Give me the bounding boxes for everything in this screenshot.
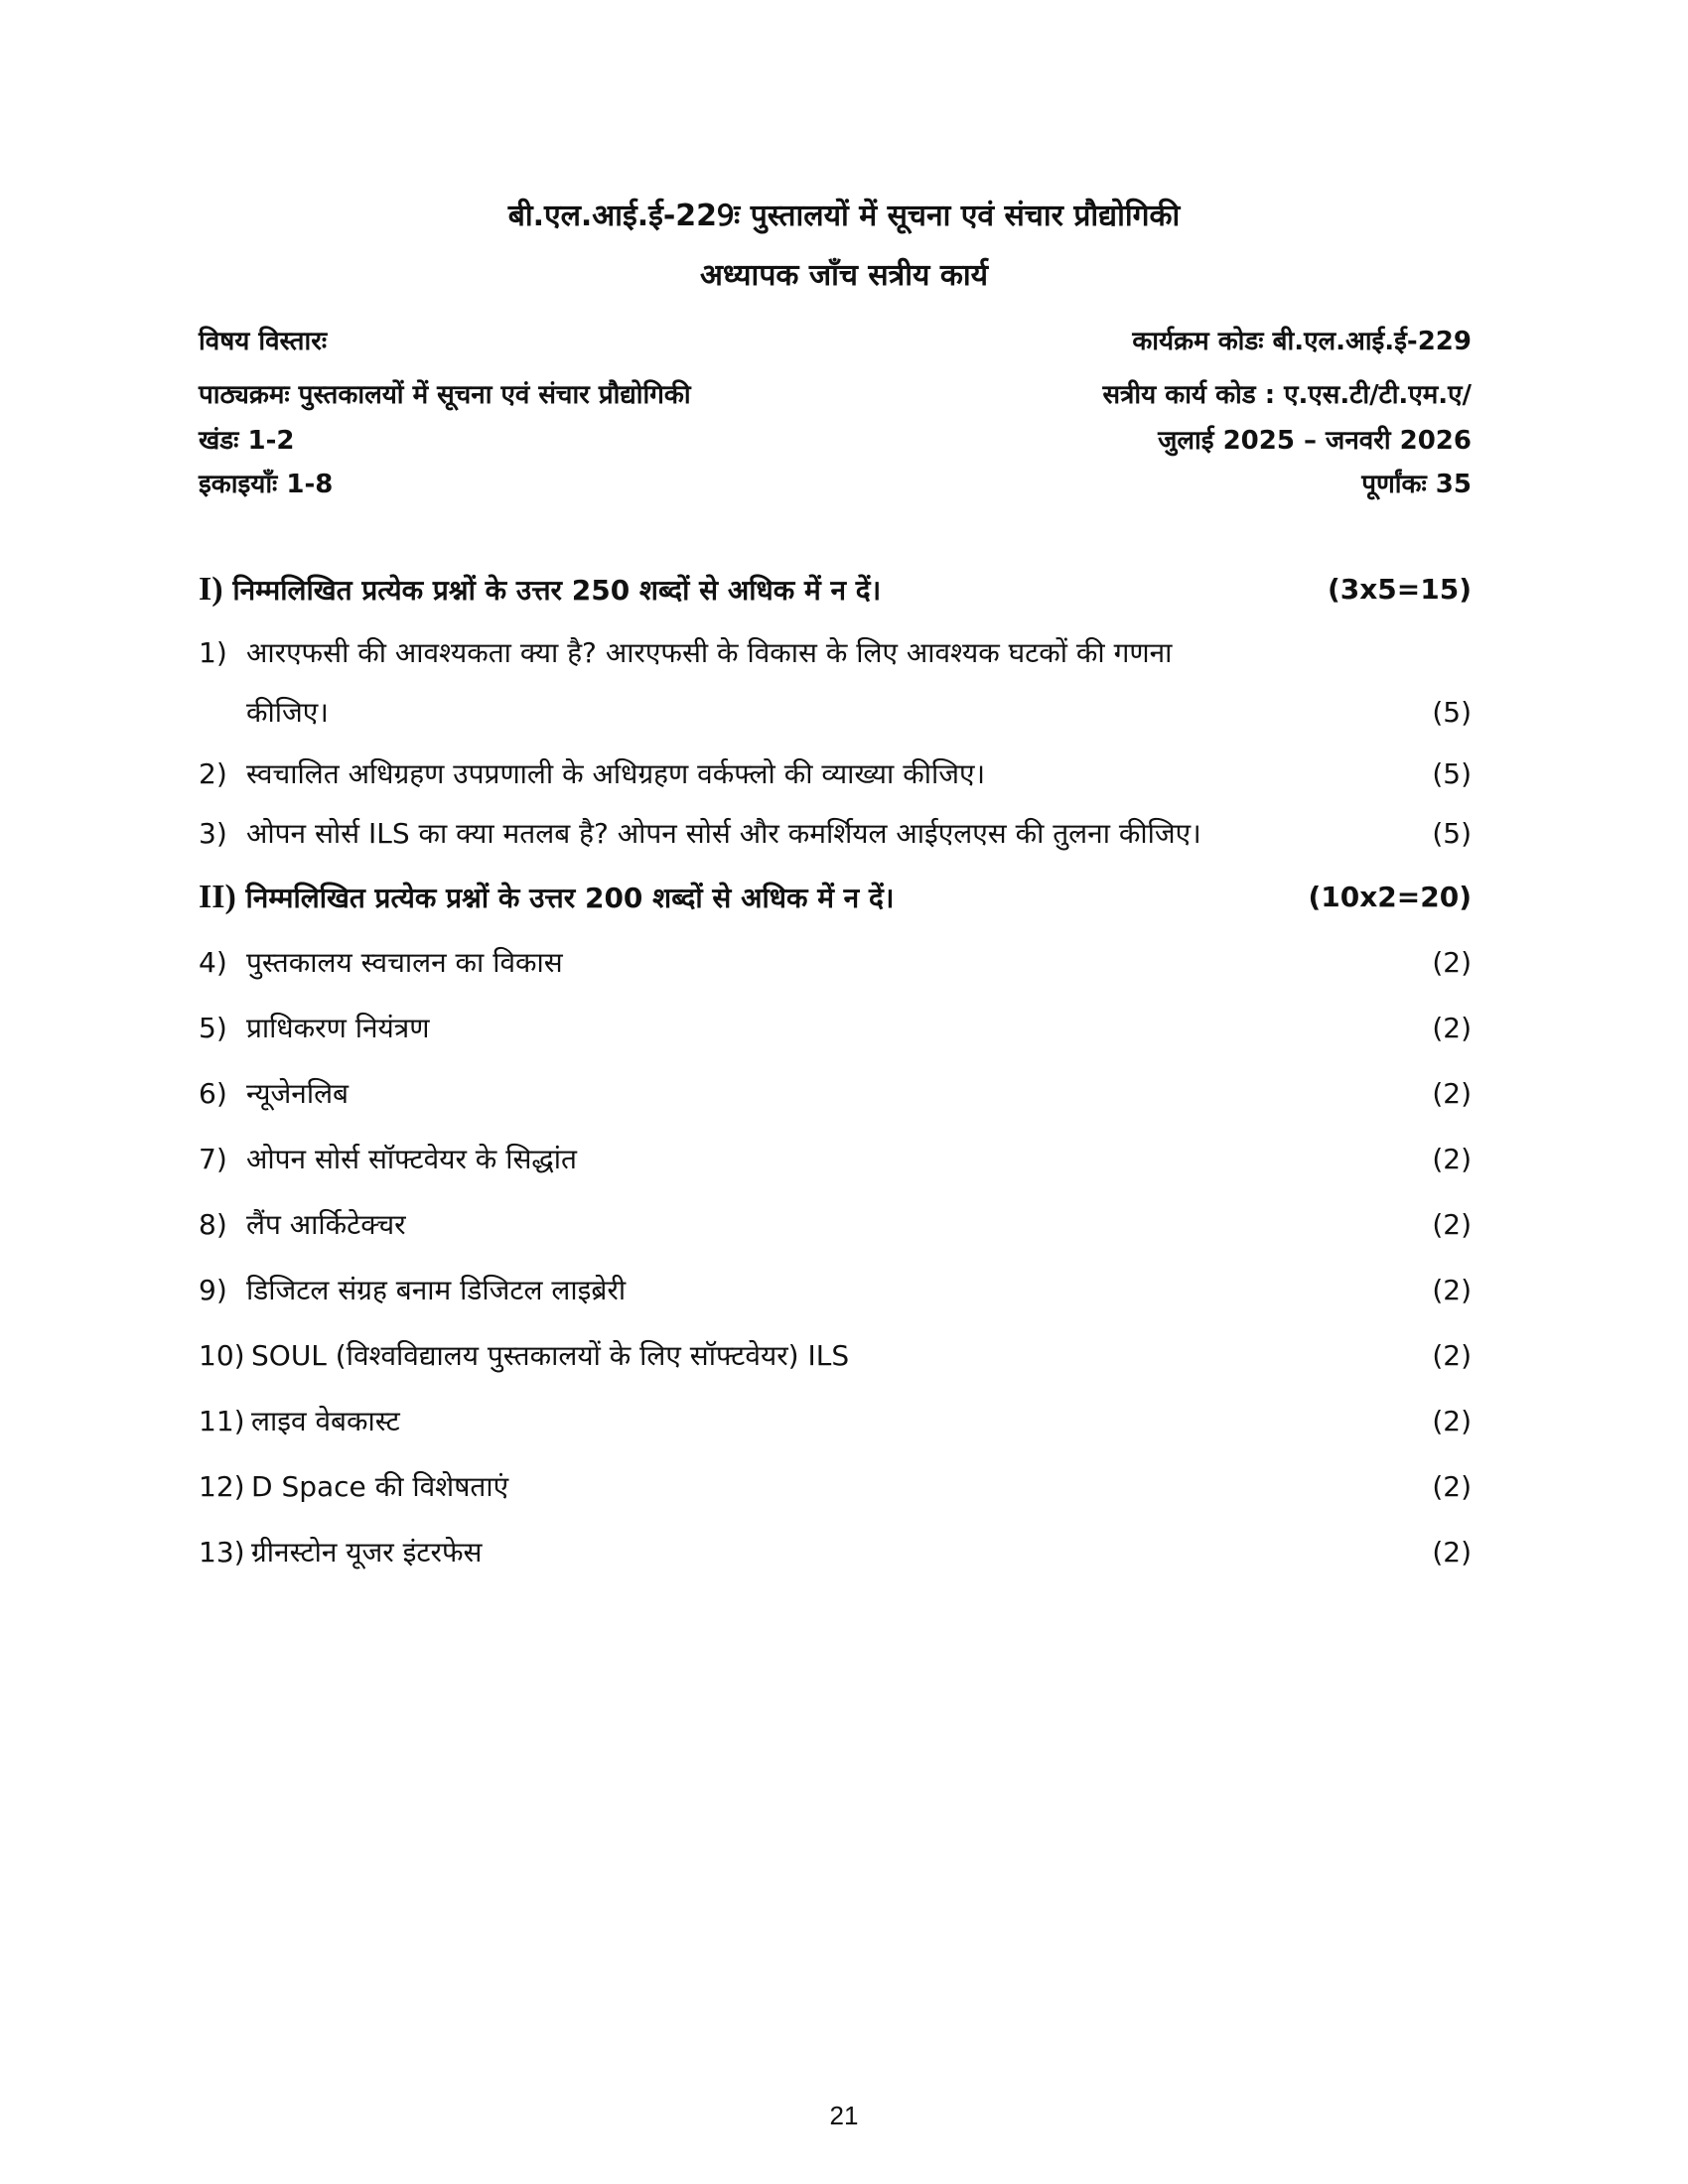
question-text: ओपन सोर्स सॉफ्टवेयर के सिद्धांत: [246, 1143, 577, 1175]
question-number: 7): [199, 1143, 227, 1175]
question-text: लाइव वेबकास्ट: [251, 1405, 400, 1437]
question-marks: (2): [1432, 1143, 1472, 1175]
subject-label: विषय विस्तारः: [199, 327, 328, 356]
page-number: 21: [829, 2101, 859, 2130]
question-text: आरएफसी की आवश्यकता क्या है? आरएफसी के विकास के लिए आवश्यक घटकों की गणना: [246, 636, 1173, 669]
question-marks: (2): [1432, 946, 1472, 979]
block-info: खंडः 1-2: [199, 426, 295, 456]
document-subtitle: अध्यापक जाँच सत्रीय कार्य: [699, 258, 989, 293]
question-marks: (5): [1432, 757, 1472, 790]
question-marks: (2): [1432, 1470, 1472, 1503]
question-number: 11): [199, 1405, 245, 1437]
assignment-code: सत्रीय कार्य कोड : ए.एस.टी/टी.एम.ए/: [1102, 380, 1472, 410]
question-marks: (2): [1432, 1405, 1472, 1437]
course-name: पाठ्यक्रमः पुस्तकालयों में सूचना एवं संचार प्रौद्योगिकी: [199, 380, 691, 410]
question-text: लैंप आर्किटेक्चर: [246, 1208, 406, 1241]
question-number: 1): [199, 636, 227, 669]
question-number: 2): [199, 757, 227, 790]
question-number: 10): [199, 1339, 245, 1372]
section-1-roman: I): [199, 571, 223, 608]
question-marks: (2): [1432, 1077, 1472, 1110]
question-text-continued: कीजिए।: [246, 696, 329, 729]
question-marks: (2): [1432, 1208, 1472, 1241]
question-marks: (5): [1432, 817, 1472, 850]
question-marks: (2): [1432, 1339, 1472, 1372]
question-item: [199, 633, 1472, 733]
question-marks: (2): [1432, 1274, 1472, 1306]
question-number: 9): [199, 1274, 227, 1306]
question-number: 3): [199, 817, 227, 850]
section-2-roman: II): [199, 879, 236, 915]
max-marks: पूर्णांकः 35: [1361, 470, 1472, 499]
question-number: 4): [199, 946, 227, 979]
question-marks: (5): [1432, 696, 1472, 729]
question-marks: (2): [1432, 1012, 1472, 1044]
question-text: ग्रीनस्टोन यूजर इंटरफेस: [251, 1536, 483, 1569]
document-title: बी.एल.आई.ई-229ः पुस्तालयों में सूचना एवं संचार प्रौद्योगिकी: [507, 199, 1181, 233]
section-2-marks: (10x2=20): [1308, 881, 1472, 913]
section-2-instruction: निम्मलिखित प्रत्येक प्रश्नों के उत्तर 200 शब्दों से अधिक में न दें।: [245, 882, 895, 914]
question-text: ओपन सोर्स ILS का क्या मतलब है? ओपन सोर्स और कमर्शियल आईएलएस की तुलना कीजिए।: [246, 817, 1201, 850]
question-number: 8): [199, 1208, 227, 1241]
question-text: SOUL (विश्वविद्यालय पुस्तकालयों के लिए सॉफ्टवेयर) ILS: [251, 1339, 850, 1372]
question-text: न्यूजेनलिब: [246, 1077, 350, 1110]
question-text: पुस्तकालय स्वचालन का विकास: [246, 946, 563, 979]
question-number: 6): [199, 1077, 227, 1110]
session-info: जुलाई 2025 – जनवरी 2026: [1158, 426, 1472, 456]
section-1-instruction: निम्मलिखित प्रत्येक प्रश्नों के उत्तर 250 शब्दों से अधिक में न दें।: [232, 574, 882, 607]
question-marks: (2): [1432, 1536, 1472, 1569]
question-number: 12): [199, 1470, 245, 1503]
section-1-marks: (3x5=15): [1327, 573, 1472, 606]
question-text: डिजिटल संग्रह बनाम डिजिटल लाइब्रेरी: [246, 1274, 627, 1306]
question-text: स्वचालित अधिग्रहण उपप्रणाली के अधिग्रहण वर्कफ्लो की व्याख्या कीजिए।: [246, 757, 986, 790]
question-text: D Space की विशेषताएं: [251, 1470, 509, 1503]
program-code: कार्यक्रम कोडः बी.एल.आई.ई-229: [1132, 327, 1472, 356]
question-number: 13): [199, 1536, 245, 1569]
question-text: प्राधिकरण नियंत्रण: [246, 1012, 430, 1044]
question-number: 5): [199, 1012, 227, 1044]
units-info: इकाइयाँः 1-8: [199, 470, 334, 499]
